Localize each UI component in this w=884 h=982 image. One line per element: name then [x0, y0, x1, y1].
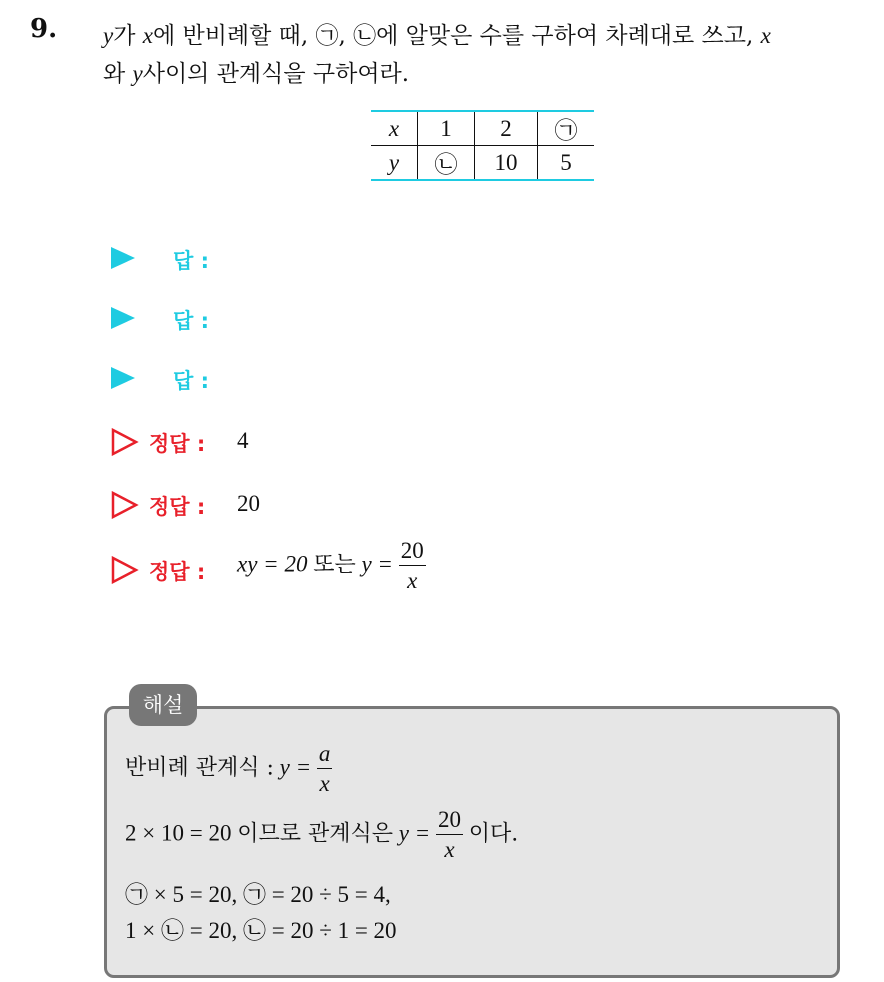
- correct-answer-2: 20: [237, 491, 260, 516]
- cell-text: x: [388, 115, 400, 141]
- play-triangle-icon: [111, 247, 135, 269]
- exp-equation: = 20 ÷ 1 = 20: [271, 918, 397, 943]
- cell-text: y: [388, 149, 400, 175]
- fraction-denominator: x: [407, 567, 418, 593]
- exp-equation: = 20 ÷ 5 = 4,: [271, 882, 391, 907]
- table-cell: 10: [475, 146, 538, 181]
- outline-triangle-icon: [111, 428, 139, 456]
- table-cell: ㉠: [538, 111, 595, 146]
- question-fragment: 에 반비례할 때,: [152, 23, 309, 49]
- play-triangle-icon: [111, 307, 135, 329]
- equation-xy: xy = 20: [237, 551, 308, 577]
- table-cell: [371, 146, 418, 181]
- exp-equation: 1 ×: [125, 918, 156, 943]
- var-y: y: [132, 61, 143, 86]
- correct-answer-3: [237, 537, 426, 595]
- table-cell: 5: [538, 146, 595, 181]
- question-fragment: 사이의 관계식을 구하여라.: [142, 61, 410, 87]
- conjunction-text: 또는: [313, 552, 356, 578]
- answer-label-1: 답 :: [173, 249, 209, 273]
- var-x: x: [760, 23, 771, 48]
- play-triangle-icon: [111, 367, 135, 389]
- circled-a-mark: ㉠: [242, 882, 266, 907]
- table-cell: 1: [418, 111, 475, 146]
- value-table: [371, 110, 594, 181]
- explanation-line4: [125, 912, 397, 945]
- equation-lhs: y =: [361, 551, 393, 577]
- question-fragment: 가: [113, 23, 136, 49]
- var-y: y: [103, 23, 114, 48]
- question-fragment: 에 알맞은 수를 구하여 차례대로 쓰고,: [376, 23, 754, 49]
- circled-b-mark: ㉡: [160, 918, 184, 943]
- explanation-line2: [125, 806, 518, 864]
- question-text-line1: [103, 17, 771, 50]
- exp-equation: 2 × 10 = 20: [125, 820, 232, 846]
- exp-text: 이므로 관계식은: [237, 821, 393, 847]
- circled-b-mark: ㉡: [353, 23, 377, 49]
- fraction-numerator: a: [317, 740, 333, 769]
- table-cell: 2: [475, 111, 538, 146]
- circled-a-mark: ㉠: [315, 23, 339, 49]
- explanation-tag: 해설: [129, 684, 197, 726]
- correct-label-1: 정답 :: [149, 432, 206, 456]
- equation-lhs: y =: [398, 820, 431, 846]
- circled-b-mark: ㉡: [242, 918, 266, 943]
- outline-triangle-icon: [111, 491, 139, 519]
- exp-equation: × 5 = 20,: [153, 882, 238, 907]
- table-row-x: [371, 111, 594, 146]
- fraction: [317, 740, 333, 798]
- correct-label-3: 정답 :: [149, 560, 206, 584]
- exp-text: 이다.: [468, 821, 519, 847]
- explanation-line3: [125, 876, 391, 909]
- correct-answer-1: 4: [237, 428, 249, 453]
- explanation-line1: [125, 740, 332, 798]
- question-number: 9.: [30, 14, 58, 44]
- circled-a-mark: ㉠: [125, 882, 148, 907]
- var-x: x: [142, 23, 153, 48]
- question-fragment: ,: [338, 23, 346, 49]
- exp-equation: = 20,: [189, 918, 238, 943]
- fraction: [399, 537, 426, 595]
- table-row-y: [371, 146, 594, 181]
- fraction-numerator: 20: [436, 806, 463, 835]
- answer-label-3: 답 :: [173, 369, 209, 393]
- fraction-numerator: 20: [399, 537, 426, 566]
- equation-lhs: y =: [279, 754, 312, 780]
- table-cell: [371, 111, 418, 146]
- fraction-denominator: x: [444, 836, 455, 862]
- outline-triangle-icon: [111, 556, 139, 584]
- question-text-line2: [103, 55, 409, 88]
- question-fragment: 와: [103, 61, 126, 87]
- answer-label-2: 답 :: [173, 309, 209, 333]
- fraction-denominator: x: [319, 770, 330, 796]
- correct-label-2: 정답 :: [149, 495, 206, 519]
- exp-text: 반비례 관계식 :: [125, 755, 274, 781]
- table-cell: ㉡: [418, 146, 475, 181]
- fraction: [436, 806, 463, 864]
